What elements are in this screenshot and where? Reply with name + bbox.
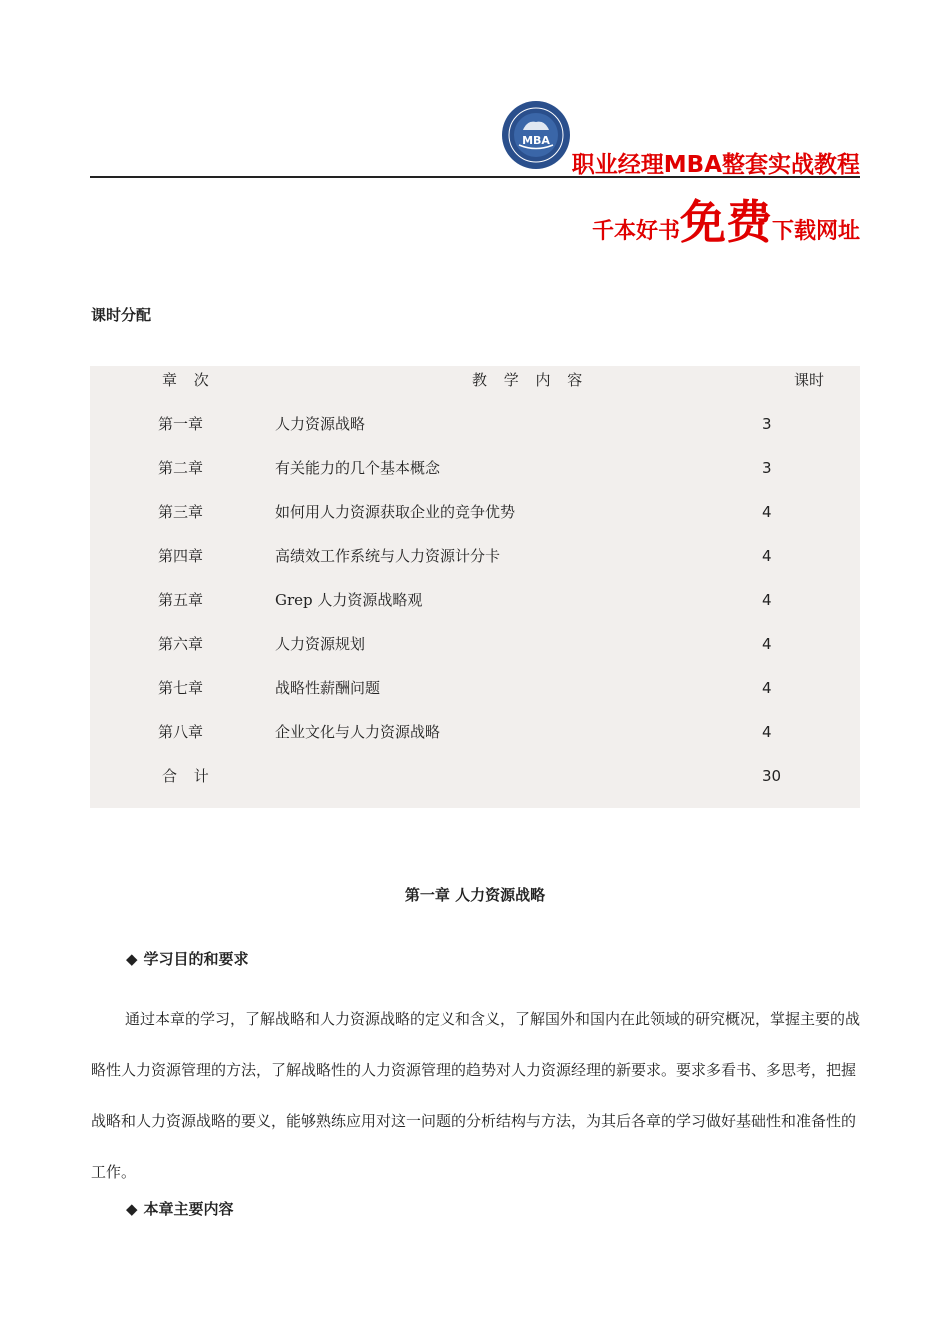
diamond-bullet-icon: ◆ (126, 1200, 138, 1218)
row-content: 人力资源战略 (275, 415, 366, 433)
row-chapter: 第八章 (158, 723, 204, 741)
column-header-chapter: 章 次 (162, 371, 215, 389)
table-row (90, 410, 860, 454)
row-hours: 4 (762, 503, 772, 521)
course-title: 职业经理MBA整套实战教程 (571, 152, 860, 178)
row-hours: 3 (762, 415, 772, 433)
row-content: 有关能力的几个基本概念 (275, 459, 441, 477)
diamond-bullet-icon: ◆ (126, 950, 138, 968)
table-row (90, 542, 860, 586)
total-hours: 30 (762, 767, 782, 785)
promo-free-text: 免费 (679, 195, 772, 249)
table-header-row (90, 366, 860, 410)
row-hours: 4 (762, 547, 772, 565)
promo-banner[interactable] (592, 186, 860, 252)
header-rule (90, 176, 860, 178)
promo-left-text: 千本好书 (591, 219, 680, 244)
row-hours: 3 (762, 459, 772, 477)
content-heading-text: 本章主要内容 (143, 1200, 234, 1218)
row-chapter: 第五章 (158, 591, 204, 609)
content-heading (126, 1198, 234, 1219)
row-chapter: 第三章 (158, 503, 204, 521)
row-hours: 4 (762, 679, 772, 697)
row-content: 如何用人力资源获取企业的竞争优势 (275, 503, 516, 521)
table-total-row (90, 762, 860, 806)
goals-heading-text: 学习目的和要求 (143, 950, 249, 968)
row-chapter: 第二章 (158, 459, 204, 477)
table-row (90, 498, 860, 542)
promo-right-text: 下载网址 (771, 219, 860, 244)
row-hours: 4 (762, 723, 772, 741)
schedule-table (90, 366, 860, 808)
row-hours: 4 (762, 635, 772, 653)
logo-text: MBA (522, 134, 550, 147)
table-row (90, 718, 860, 762)
schedule-title: 课时分配 (91, 306, 152, 324)
table-row (90, 586, 860, 630)
goals-heading (126, 948, 249, 969)
row-content: 战略性薪酬问题 (275, 679, 381, 697)
row-hours: 4 (762, 591, 772, 609)
row-chapter: 第六章 (158, 635, 204, 653)
table-row (90, 674, 860, 718)
table-row (90, 454, 860, 498)
column-header-content: 教 学 内 容 (472, 371, 589, 389)
table-row (90, 630, 860, 674)
row-chapter: 第四章 (158, 547, 204, 565)
row-content: 人力资源规划 (275, 635, 366, 653)
row-content: 企业文化与人力资源战略 (275, 723, 441, 741)
row-content: 高绩效工作系统与人力资源计分卡 (275, 547, 501, 565)
column-header-hours: 课时 (794, 371, 825, 389)
row-chapter: 第一章 (158, 415, 204, 433)
row-chapter: 第七章 (158, 679, 204, 697)
mba-logo (501, 100, 571, 170)
chapter-title: 第一章 人力资源战略 (404, 886, 546, 904)
row-content: Grep 人力资源战略观 (275, 591, 423, 609)
goals-paragraph: 通过本章的学习，了解战略和人力资源战略的定义和含义，了解国外和国内在此领域的研究概况，掌握主要的战略性人力资源管理的方法，了解战略性的人力资源管理的趋势对人力资源经理的新要求。要求多看书、多思考，把握战略和人力资源战略的要义，能够熟练应用对这一问题的分析结构与方法，为其后各章的学习做好基础性和准备性的工作。 (91, 1010, 861, 1181)
total-label: 合 计 (162, 767, 215, 785)
